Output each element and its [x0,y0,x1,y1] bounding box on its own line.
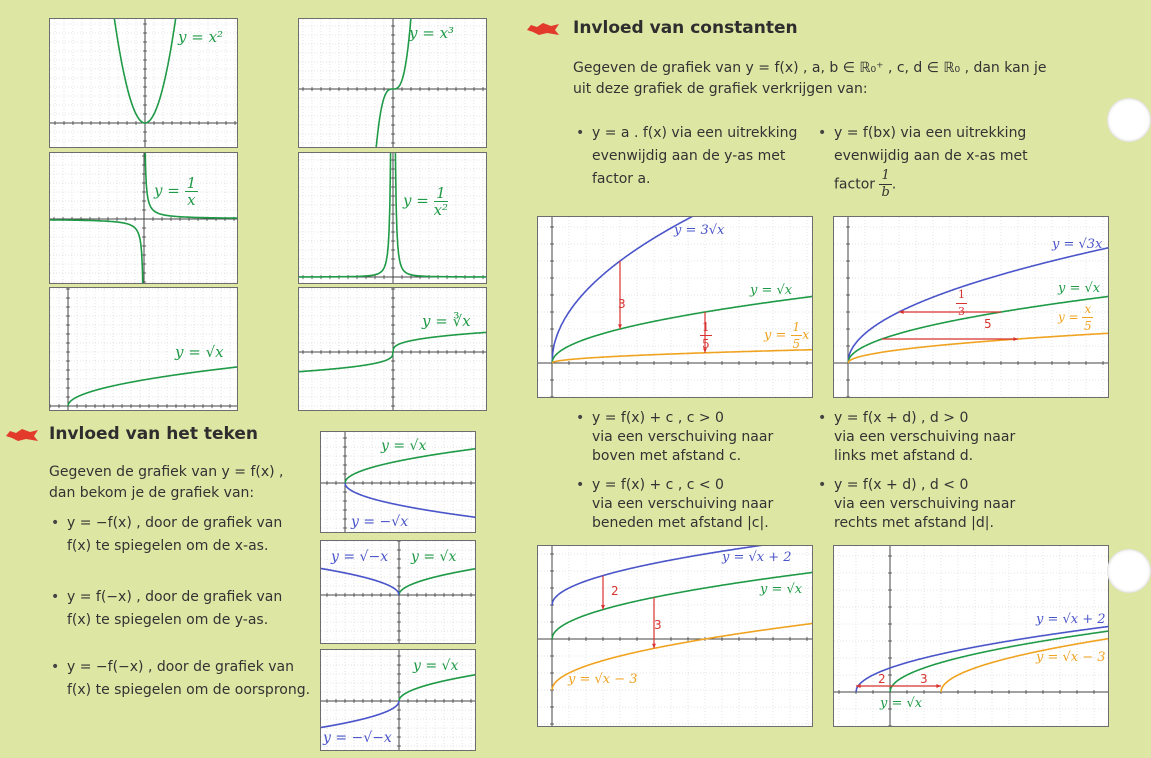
label-cube-root: y = ∛x [422,312,471,330]
factor-fifth-label: $\frac{1}{5}$ [702,320,710,351]
label-neg-sqrt-negx: y = −√−x [323,730,392,746]
curve-x-cubed [363,19,413,148]
label-sqrt-x-minus-3: y = √x − 3 [1036,650,1106,665]
constanten-bullet-a: • y = a . f(x) via een uitrekking evenwijdig aan de y-as met factor a. [576,125,798,187]
section-title-teken: Invloed van het teken [49,424,259,444]
label-sqrt-plus-2: y = √x + 2 [722,550,792,565]
red-flag-icon [6,429,38,441]
teken-intro: Gegeven de grafiek van y = f(x) , dan bekom je de grafiek van: [49,464,284,501]
graph-horizontal-shift [833,545,1109,727]
binder-hole-bottom [1107,549,1151,593]
label-neg-sqrt: y = −√x [351,514,409,530]
curve-sqrt [399,673,476,702]
label-sqrt-minus-3: y = √x − 3 [568,672,638,687]
constanten-bullet-d1: • y = f(x + d) , d > 0 via een verschuiving naar links met afstand d. [818,410,1016,464]
label-sqrt-negx: y = √−x [331,549,389,565]
graph-reflect-x [320,431,476,533]
curve-reciprocal-left [50,220,144,284]
label-sqrt: y = √x [175,343,224,361]
factor-three-label: 3 [618,297,626,311]
constanten-intro: Gegeven de grafiek van y = f(x) , a, b ∈ ℝ₀⁺ , c, d ∈ ℝ₀ , dan kan je uit deze grafiek de grafiek verkrijgen van: [573,60,1047,97]
constanten-bullet-b: • y = f(bx) via een uitrekking evenwijdig aan de x-as met factor $\frac{1}{b}$ . [818,125,1028,200]
factor-five-label: 5 [984,317,992,331]
arrow-shift-right-3-head [936,684,941,688]
label-sqrt-3x: y = √3x [1052,237,1103,252]
shift-two-label: 2 [611,584,619,598]
graph-vertical-shift [537,545,813,727]
constanten-bullet-c2: • y = f(x) + c , c < 0 via een verschuiving naar beneden met afstand |c|. [576,477,774,531]
curve-sqrt-negx [321,567,399,596]
factor-third-label: $\frac{1}{3}$ [958,288,965,318]
label-fifth-sqrt: y = $\frac{1}{5}$ x [764,320,810,351]
label-sqrt-hshift: y = √x [880,696,923,711]
shift-three-label: 3 [654,618,662,632]
teken-bullet-3: • y = −f(−x) , door de grafiek van f(x) te spiegelen om de oorsprong. [51,659,311,698]
graph-reciprocal-square [298,152,487,284]
graph-vertical-stretch [537,216,813,398]
label-sqrt-x-plus-2: y = √x + 2 [1036,612,1106,627]
graph-reciprocal [49,152,238,284]
label-sqrt-h: y = √x [1058,281,1101,296]
label-sqrt-origin: y = √x [413,658,459,674]
curve-sqrt [399,567,476,596]
curve-reciprocal-square-left [299,153,391,277]
label-three-sqrt: y = 3√x [674,223,725,238]
curve-neg-sqrt-negx [321,701,399,730]
arrow-stretch-5-head [1013,337,1018,341]
shift-two-h-label: 2 [878,672,886,686]
label-reciprocal-square: y = $\frac{1}{\text{x²}}$ [403,184,449,219]
graph-x-cubed [298,18,487,148]
section-title-constanten: Invloed van constanten [573,18,798,38]
teken-bullet-1: • y = −f(x) , door de grafiek van f(x) te spiegelen om de x-as. [51,515,283,554]
graph-sqrt [49,287,238,411]
binder-hole-top [1107,98,1151,142]
label-sqrt-vshift: y = √x [760,582,803,597]
label-x-squared: y = x² [178,28,224,46]
label-sqrt-right: y = √x [411,549,457,565]
label-x-cubed: y = x³ [409,24,455,42]
constanten-bullet-d2: • y = f(x + d) , d < 0 via een verschuiving naar rechts met afstand |d|. [818,477,1016,531]
teken-bullet-2: • y = f(−x) , door de grafiek van f(x) te spiegelen om de y-as. [51,589,283,628]
shift-three-h-label: 3 [920,672,928,686]
graph-horizontal-stretch [833,216,1109,398]
label-reciprocal: y = $\frac{1}{x}$ [154,174,197,209]
label-sqrt-top: y = √x [381,438,427,454]
graph-x-squared [49,18,238,148]
curve-sqrt-x-minus-3 [941,638,1109,692]
red-flag-icon [527,23,559,35]
graph-reflect-origin [320,649,476,751]
label-sqrt-stretch: y = √x [750,283,793,298]
graph-reflect-y [320,540,476,644]
constanten-bullet-c1: • y = f(x) + c , c > 0 via een verschuiving naar boven met afstand c. [576,410,774,464]
graph-cube-root [298,287,487,411]
curve-sqrt [68,366,238,406]
label-sqrt-x-over-5: y = $\frac{x}{5}$ [1058,302,1092,333]
